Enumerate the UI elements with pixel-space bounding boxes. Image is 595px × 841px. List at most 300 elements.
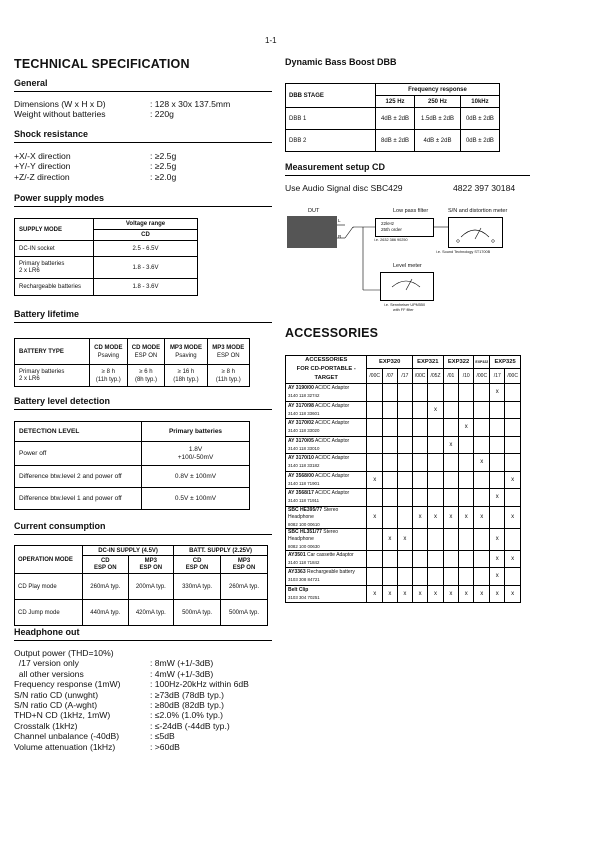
- accessory-number: 3103 308 84721: [288, 577, 320, 583]
- cell-value: ≥ 6 h: [139, 368, 153, 375]
- table-cell: Power off: [15, 442, 142, 466]
- table-cell: 440mA typ.: [83, 600, 129, 626]
- table-row: [286, 489, 521, 507]
- compat-mark: x: [464, 590, 468, 597]
- table-header: BATT. SUPPLY (2.25V): [174, 546, 268, 556]
- table-header: [90, 339, 128, 365]
- compat-cell: [490, 471, 505, 489]
- accessory-cell: [286, 506, 367, 528]
- r-label: R: [338, 234, 342, 239]
- compat-cell: [412, 506, 427, 528]
- compat-cell: [490, 506, 505, 528]
- table-cell: 500mA typ.: [174, 600, 221, 626]
- dut-label: DUT: [308, 208, 320, 214]
- compat-cell: [443, 436, 458, 454]
- accessory-name: AY 3568/00 AC/DC Adaptor: [288, 472, 350, 479]
- table-header: DETECTION LEVEL: [15, 422, 142, 442]
- table-cell: 0.5V ± 100mV: [142, 488, 250, 510]
- compat-cell: [474, 419, 490, 437]
- table-header: Voltage range: [94, 219, 198, 230]
- compat-mark: x: [495, 494, 499, 501]
- compat-cell: [367, 454, 382, 472]
- spec-label: /17 version only: [14, 658, 79, 669]
- compat-cell: [505, 436, 521, 454]
- compat-cell: [382, 419, 397, 437]
- accessory-name: AY 3170/05 AC/DC Adaptor: [288, 437, 350, 444]
- accessory-number: 8082 100 00610: [288, 521, 320, 527]
- table-cell: 0dB ± 2dB: [460, 130, 499, 152]
- accessories-table: [285, 355, 521, 603]
- compat-cell: [474, 436, 490, 454]
- compat-mark: x: [418, 590, 422, 597]
- table-header: DBB STAGE: [286, 84, 376, 108]
- compat-cell: [474, 550, 490, 568]
- compat-cell: [505, 550, 521, 568]
- headphone-heading: Headphone out: [14, 627, 272, 641]
- sub-header: /10: [459, 368, 474, 383]
- battery-level-heading: Battery level detection: [14, 396, 272, 410]
- compat-cell: [382, 489, 397, 507]
- accessory-number: 3140 118 33182: [288, 463, 320, 469]
- accessory-name: AY3363 Rechargeable battery: [288, 569, 355, 576]
- compat-cell: [367, 384, 382, 402]
- compat-cell: [505, 401, 521, 419]
- sub-header: /00C: [367, 368, 382, 383]
- sn-ref: i.e. Sound Technology ST1700B: [436, 250, 491, 254]
- compat-cell: [490, 585, 505, 603]
- measurement-diagram: [285, 205, 565, 315]
- compat-cell: [397, 454, 412, 472]
- compat-cell: [367, 506, 382, 528]
- compat-cell: [367, 419, 382, 437]
- accessory-name: AY 3170/02 AC/DC Adaptor: [288, 420, 350, 427]
- compat-cell: [443, 454, 458, 472]
- lpf-note2: 25th order: [381, 227, 402, 232]
- table-cell: 2.5 - 6.5V: [94, 241, 198, 257]
- spec-label: Frequency response (1mW): [14, 679, 121, 690]
- table-header: [174, 556, 221, 574]
- table-header: [127, 339, 165, 365]
- table-cell: [207, 365, 249, 387]
- accessory-cell: [286, 436, 367, 454]
- compat-cell: [428, 454, 443, 472]
- compat-cell: [397, 436, 412, 454]
- accessories-heading: ACCESSORIES: [285, 326, 379, 340]
- cell-typ: (18h typ.): [173, 376, 199, 383]
- compat-cell: [474, 568, 490, 586]
- table-header: Frequency response: [376, 84, 500, 96]
- compat-mark: x: [373, 590, 377, 597]
- compat-mark: x: [403, 536, 407, 542]
- table-cell: Primary batteries 2 x LR6: [15, 365, 90, 387]
- l-label: L: [338, 218, 341, 223]
- accessory-cell: [286, 454, 367, 472]
- compat-cell: [367, 401, 382, 419]
- page-number: 1-1: [265, 36, 277, 45]
- table-cell: [165, 365, 207, 387]
- compat-cell: [412, 454, 427, 472]
- compat-cell: [474, 384, 490, 402]
- dbb-table: [285, 83, 500, 152]
- table-header: [128, 556, 174, 574]
- compat-cell: [428, 568, 443, 586]
- sub-header: /17: [490, 368, 505, 383]
- compat-cell: [412, 401, 427, 419]
- table-header: 250 Hz: [415, 96, 461, 108]
- table-cell: 0dB ± 2dB: [460, 108, 499, 130]
- table-row: [286, 528, 521, 550]
- spec-value: : 4mW (+1/-3dB): [150, 668, 214, 679]
- compat-mark: x: [511, 476, 515, 483]
- compat-cell: [412, 568, 427, 586]
- table-cell: 4dB ± 2dB: [415, 130, 461, 152]
- sub-header: /07: [382, 368, 397, 383]
- table-cell: 420mA typ.: [128, 600, 174, 626]
- compat-cell: [412, 489, 427, 507]
- accessory-number: 3140 118 33020: [288, 428, 320, 434]
- table-header: [83, 556, 129, 574]
- battery-lifetime-heading: Battery lifetime: [14, 309, 272, 323]
- shock-list: [14, 151, 176, 182]
- col-title: MP3 MODE: [169, 344, 202, 351]
- accessory-cell: [286, 401, 367, 419]
- table-cell: DBB 1: [286, 108, 376, 130]
- accessory-code: AY 3170/02: [288, 420, 314, 427]
- compat-cell: [459, 401, 474, 419]
- table-row: [286, 550, 521, 568]
- spec-label: all other versions: [14, 668, 84, 679]
- table-cell: 0.8V ± 100mV: [142, 466, 250, 488]
- accessory-number: 3140 118 71901: [288, 480, 320, 486]
- table-cell: Difference btw.level 2 and power off: [15, 466, 142, 488]
- compat-mark: x: [464, 424, 468, 431]
- accessory-name: SBC HE395/77 Stereo Headphone: [288, 506, 339, 520]
- cell-typ: (8h typ.): [134, 376, 157, 383]
- spec-value: : >60dB: [150, 741, 180, 752]
- compat-cell: [459, 384, 474, 402]
- lpf-note1: 22kHz: [381, 221, 395, 226]
- compat-cell: [397, 471, 412, 489]
- table-cell: 1.8 - 3.6V: [94, 257, 198, 279]
- headphone-list: [14, 648, 249, 752]
- table-cell: [127, 365, 165, 387]
- compat-cell: [459, 568, 474, 586]
- compat-mark: x: [434, 514, 437, 520]
- compat-cell: [397, 550, 412, 568]
- spec-label: +X/-X direction: [14, 151, 71, 161]
- accessory-name: AY 3170/98 AC/DC Adaptor: [288, 402, 350, 409]
- compat-cell: [397, 528, 412, 550]
- measurement-heading: Measurement setup CD: [285, 162, 530, 176]
- compat-cell: [397, 489, 412, 507]
- accessory-name: [288, 587, 364, 594]
- general-heading: General: [14, 78, 272, 92]
- table-header: [207, 339, 249, 365]
- compat-cell: [382, 585, 397, 603]
- table-row: [286, 568, 521, 586]
- spec-value: : ≥2.0g: [150, 171, 177, 182]
- table-cell: DBB 2: [286, 130, 376, 152]
- compat-cell: [382, 550, 397, 568]
- table-header: 10kHz: [460, 96, 499, 108]
- compat-mark: x: [373, 514, 377, 520]
- compat-cell: [443, 528, 458, 550]
- compat-cell: [490, 568, 505, 586]
- compat-cell: [505, 585, 521, 603]
- compat-cell: [412, 384, 427, 402]
- compat-cell: [428, 471, 443, 489]
- table-cell: 1.5dB ± 2dB: [415, 108, 461, 130]
- sub-header: /00C: [412, 368, 427, 383]
- table-header: SUPPLY MODE: [15, 219, 94, 241]
- compat-cell: [428, 528, 443, 550]
- compat-cell: [443, 489, 458, 507]
- compat-cell: [428, 550, 443, 568]
- group-header: EXP325: [490, 356, 521, 369]
- spec-value: : 100Hz-20kHz within 6dB: [150, 679, 249, 690]
- compat-mark: x: [388, 536, 392, 542]
- table-header: [286, 356, 367, 384]
- compat-cell: [382, 568, 397, 586]
- compat-cell: [382, 384, 397, 402]
- table-cell: Difference btw.level 1 and power off: [15, 488, 142, 510]
- compat-cell: [412, 436, 427, 454]
- spec-value: : 220g: [150, 109, 174, 120]
- compat-cell: [490, 384, 505, 402]
- compat-mark: x: [511, 590, 515, 597]
- compat-cell: [412, 585, 427, 603]
- accessory-number: 3140 118 71911: [288, 498, 320, 504]
- compat-mark: x: [464, 514, 468, 520]
- compat-cell: [367, 528, 382, 550]
- compat-cell: [412, 528, 427, 550]
- accessory-code: AY3363: [288, 569, 306, 576]
- sub-header: /00C: [505, 368, 521, 383]
- compat-mark: x: [511, 555, 515, 562]
- compat-cell: [428, 506, 443, 528]
- col-title: MP3: [237, 557, 251, 564]
- compat-cell: [505, 454, 521, 472]
- spec-label: Weight without batteries: [14, 109, 106, 120]
- table-cell: CD Jump mode: [15, 600, 83, 626]
- group-header: EXP322: [443, 356, 474, 369]
- table-row: [286, 506, 521, 528]
- sub-header: /17: [397, 368, 412, 383]
- compat-cell: [505, 506, 521, 528]
- compat-mark: x: [434, 406, 437, 413]
- spec-value: : 128 x 30x 137.5mm: [150, 99, 231, 109]
- compat-cell: [505, 568, 521, 586]
- compat-cell: [459, 419, 474, 437]
- level-label: Level meter: [393, 263, 422, 269]
- spec-label: THD+N CD (1kHz, 1mW): [14, 710, 111, 721]
- spec-label: +Y/-Y direction: [14, 161, 71, 172]
- compat-cell: [428, 585, 443, 603]
- table-cell: DC-IN socket: [15, 241, 94, 257]
- compat-cell: [490, 454, 505, 472]
- compat-cell: [443, 506, 458, 528]
- spec-label: S/N ratio CD (A-wght): [14, 700, 98, 711]
- compat-cell: [382, 454, 397, 472]
- compat-mark: x: [434, 590, 437, 597]
- power-modes-heading: Power supply modes: [14, 193, 272, 207]
- accessory-cell: [286, 585, 367, 603]
- table-cell: CD Play mode: [15, 574, 83, 600]
- measurement-code: 4822 397 30184: [453, 183, 516, 193]
- battery-level-table: [14, 421, 250, 510]
- compat-mark: x: [480, 514, 484, 520]
- spec-label: +Z/-Z direction: [14, 171, 70, 182]
- accessory-name: AY 3190/00 AC/DC Adaptor: [288, 385, 350, 392]
- cell-value: ≥ 8 h: [221, 368, 235, 375]
- table-header: CD: [94, 230, 198, 241]
- accessory-cell: [286, 489, 367, 507]
- table-header: DC-IN SUPPLY (4.5V): [83, 546, 174, 556]
- compat-cell: [490, 550, 505, 568]
- compat-cell: [382, 471, 397, 489]
- compat-mark: x: [480, 459, 484, 466]
- accessory-name: AY3501 Car cassette Adaptor: [288, 551, 354, 558]
- compat-cell: [367, 436, 382, 454]
- compat-cell: [428, 419, 443, 437]
- compat-cell: [490, 489, 505, 507]
- col-title: MP3 MODE: [212, 344, 245, 351]
- shock-heading: Shock resistance: [14, 129, 272, 143]
- sub-header: /05Z: [428, 368, 443, 383]
- compat-cell: [505, 528, 521, 550]
- compat-cell: [474, 489, 490, 507]
- compat-cell: [443, 419, 458, 437]
- compat-cell: [443, 471, 458, 489]
- compat-cell: [490, 401, 505, 419]
- compat-cell: [428, 384, 443, 402]
- compat-mark: x: [449, 441, 453, 448]
- compat-cell: [367, 471, 382, 489]
- spec-value: : ≤2.0% (1.0% typ.): [150, 710, 224, 721]
- compat-mark: x: [495, 536, 499, 542]
- compat-cell: [443, 401, 458, 419]
- accessory-cell: [286, 528, 367, 550]
- compat-cell: [397, 401, 412, 419]
- cell-typ: (11h typ.): [215, 376, 241, 383]
- accessory-code: AY 3170/10: [288, 455, 314, 462]
- compat-cell: [474, 585, 490, 603]
- col-sub: Psaving: [175, 352, 197, 359]
- acc-hdr2: FOR CD-PORTABLE -TARGET: [296, 366, 356, 381]
- sn-label: S/N and distortion meter: [448, 208, 508, 214]
- accessory-number: 3103 304 70251: [288, 594, 320, 600]
- compat-cell: [490, 528, 505, 550]
- compat-cell: [382, 436, 397, 454]
- battery-lifetime-table: [14, 338, 250, 387]
- accessory-code: SBC HL351/77: [288, 528, 322, 535]
- compat-mark: x: [495, 590, 499, 597]
- compat-mark: x: [449, 514, 453, 520]
- accessories-body: [286, 384, 521, 603]
- col-sub: ESP ON: [139, 564, 163, 571]
- compat-cell: [459, 471, 474, 489]
- compat-cell: [459, 436, 474, 454]
- table-cell: 330mA typ.: [174, 574, 221, 600]
- compat-cell: [474, 528, 490, 550]
- cell-value: ≥ 16 h: [177, 368, 195, 375]
- table-row: [286, 419, 521, 437]
- col-sub: ESP ON: [93, 564, 117, 571]
- accessory-name: SBC HL351/77 Stereo Headphone: [288, 528, 339, 542]
- dbb-heading: Dynamic Bass Boost DBB: [285, 57, 397, 67]
- compat-cell: [474, 454, 490, 472]
- cell-typ: (11h typ.): [95, 376, 121, 383]
- lpf-box: [375, 218, 434, 237]
- current-heading: Current consumption: [14, 521, 272, 535]
- compat-mark: x: [403, 590, 407, 597]
- compat-cell: [474, 506, 490, 528]
- compat-cell: [382, 506, 397, 528]
- level-ref2: with FF filter: [393, 308, 414, 312]
- table-cell: 8dB ± 2dB: [376, 130, 415, 152]
- page-title: TECHNICAL SPECIFICATION: [14, 57, 190, 71]
- accessory-number: 3140 118 33601: [288, 410, 320, 416]
- compat-cell: [367, 568, 382, 586]
- compat-cell: [397, 506, 412, 528]
- compat-mark: x: [480, 590, 484, 597]
- group-header: EXP322: [474, 356, 490, 369]
- spec-label: Output power (THD=10%): [14, 648, 114, 658]
- table-cell: 260mA typ.: [83, 574, 129, 600]
- accessory-cell: [286, 471, 367, 489]
- spec-value: : ≥73dB (78dB typ.): [150, 689, 224, 700]
- compat-cell: [459, 550, 474, 568]
- spec-value: : 8mW (+1/-3dB): [150, 658, 214, 669]
- table-row: [286, 585, 521, 603]
- spec-value: : ≤-24dB (-44dB typ.): [150, 720, 230, 731]
- accessory-code: Belt Clip: [288, 586, 309, 593]
- compat-mark: x: [511, 514, 515, 520]
- col-title: MP3: [144, 557, 158, 564]
- col-sub: ESP ON: [232, 564, 256, 571]
- level-meter-box: [380, 272, 434, 301]
- compat-mark: x: [418, 514, 422, 520]
- col-title: CD MODE: [94, 344, 123, 351]
- general-list: [14, 99, 230, 120]
- group-header: EXP320: [367, 356, 412, 369]
- compat-mark: x: [495, 555, 499, 562]
- accessory-cell: [286, 550, 367, 568]
- col-sub: Psaving: [97, 352, 119, 359]
- compat-cell: [397, 384, 412, 402]
- accessory-number: 8082 100 00630: [288, 543, 320, 549]
- compat-cell: [459, 528, 474, 550]
- table-header: Primary batteries: [142, 422, 250, 442]
- compat-cell: [443, 384, 458, 402]
- compat-cell: [367, 489, 382, 507]
- col-title: CD: [100, 557, 110, 564]
- spec-value: : ≥2.5g: [150, 161, 177, 172]
- col-sub: ESP ON: [185, 564, 209, 571]
- acc-hdr1: ACCESSORIES: [305, 357, 348, 363]
- accessory-code: AY 3170/98: [288, 402, 314, 409]
- accessory-code: AY 3568/00: [288, 472, 314, 479]
- table-cell: 1.8 - 3.6V: [94, 279, 198, 296]
- col-title: CD MODE: [131, 344, 161, 351]
- cell-value: ≥ 8 h: [101, 368, 115, 375]
- table-cell: 260mA typ.: [221, 574, 268, 600]
- sub-header: /01: [443, 368, 458, 383]
- table-header: BATTERY TYPE: [15, 339, 90, 365]
- col-sub: ESP ON: [134, 352, 158, 359]
- compat-cell: [382, 401, 397, 419]
- spec-value: : ≥80dB (82dB typ.): [150, 700, 224, 711]
